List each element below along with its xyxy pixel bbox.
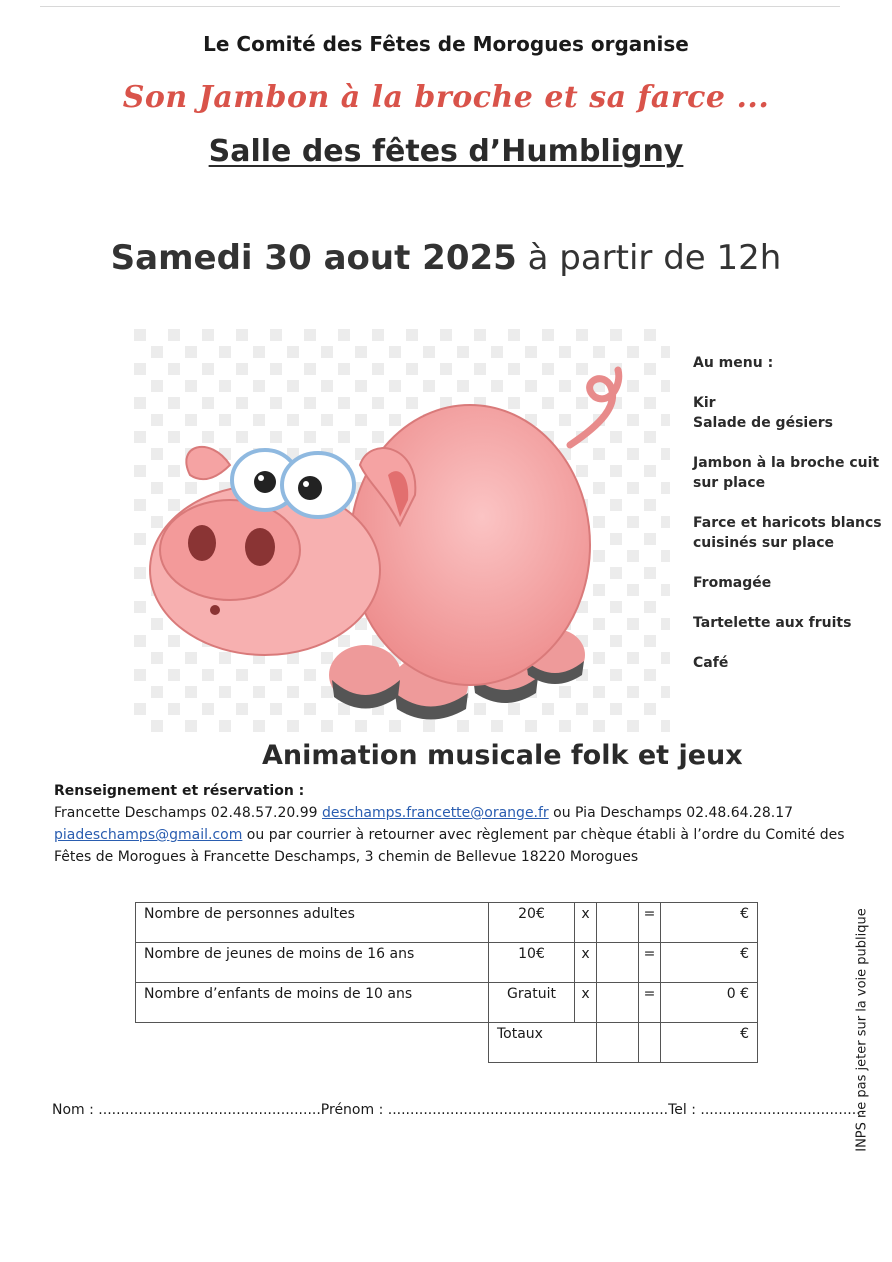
row-label: Nombre de personnes adultes: [136, 903, 489, 943]
row-equals: =: [639, 903, 661, 943]
quantity-cell[interactable]: [597, 903, 639, 943]
venue-text: Salle des fêtes d’Humbligny: [208, 134, 684, 169]
mail-instructions: ou par courrier à retourner avec règlement par chèque établi à l’ordre du Comité des: [242, 827, 845, 843]
row-equals: =: [639, 943, 661, 983]
reservation-info: [54, 780, 854, 868]
organiser-line: Le Comité des Fêtes de Morogues organise: [203, 32, 689, 56]
menu-item: Tartelette aux fruits: [693, 615, 852, 631]
menu-item: Farce et haricots blancs cuisinés sur place: [693, 515, 882, 551]
row-times: x: [575, 943, 597, 983]
pig-image: [130, 325, 670, 735]
quantity-cell[interactable]: [597, 943, 639, 983]
animation-heading: Animation musicale folk et jeux: [262, 740, 743, 771]
menu-list: [693, 353, 883, 693]
table-row: [136, 983, 758, 1023]
email-link-pia[interactable]: piadeschamps@gmail.com: [54, 827, 243, 843]
contact-form-line[interactable]: Nom : ..................................................Prénom : ...............................................................Tel : .....................................: [52, 1102, 866, 1118]
reservation-heading: Renseignement et réservation :: [54, 783, 305, 799]
totals-equals-cell: [639, 1023, 661, 1063]
menu-item: Jambon à la broche cuit sur place: [693, 455, 880, 491]
totals-row: [136, 1023, 758, 1063]
pig-illustration: [130, 325, 670, 735]
row-label: Nombre d’enfants de moins de 10 ans: [136, 983, 489, 1023]
event-date-time: à partir de 12h: [516, 238, 782, 278]
menu-item: Café: [693, 655, 729, 671]
totals-label: Totaux: [489, 1023, 597, 1063]
totals-value[interactable]: €: [661, 1023, 758, 1063]
row-times: x: [575, 903, 597, 943]
table-row: [136, 903, 758, 943]
event-date-day: Samedi 30 aout 2025: [110, 238, 517, 278]
menu-title: Au menu :: [693, 355, 774, 371]
contact-line-3: Fêtes de Morogues à Francette Deschamps, 3 chemin de Bellevue 18220 Morogues: [54, 849, 639, 865]
row-label: Nombre de jeunes de moins de 16 ans: [136, 943, 489, 983]
event-date: [0, 238, 892, 278]
row-equals: =: [639, 983, 661, 1023]
contact-line-2: [54, 824, 854, 846]
contact-line-1: [54, 802, 854, 824]
row-total[interactable]: 0 €: [661, 983, 758, 1023]
totals-quantity-cell[interactable]: [597, 1023, 639, 1063]
row-total[interactable]: €: [661, 943, 758, 983]
row-price: 10€: [489, 943, 575, 983]
row-price: Gratuit: [489, 983, 575, 1023]
reservation-table: [135, 902, 758, 1063]
contact-pia: ou Pia Deschamps 02.48.64.28.17: [548, 805, 794, 821]
event-subtitle: Son Jambon à la broche et sa farce ...: [122, 80, 770, 115]
table-row: [136, 943, 758, 983]
venue-title: [0, 134, 892, 169]
side-note-text: INPS ne pas jeter sur la voie publique: [854, 908, 870, 1152]
empty-cell: [136, 1023, 489, 1063]
top-border-line: [40, 6, 840, 7]
email-link-francette[interactable]: deschamps.francette@orange.fr: [322, 805, 549, 821]
menu-item: Kir: [693, 395, 716, 411]
row-times: x: [575, 983, 597, 1023]
menu-item: Fromagée: [693, 575, 772, 591]
row-price: 20€: [489, 903, 575, 943]
quantity-cell[interactable]: [597, 983, 639, 1023]
contact-francette: Francette Deschamps 02.48.57.20.99: [54, 805, 323, 821]
menu-item: Salade de gésiers: [693, 415, 833, 431]
row-total[interactable]: €: [661, 903, 758, 943]
